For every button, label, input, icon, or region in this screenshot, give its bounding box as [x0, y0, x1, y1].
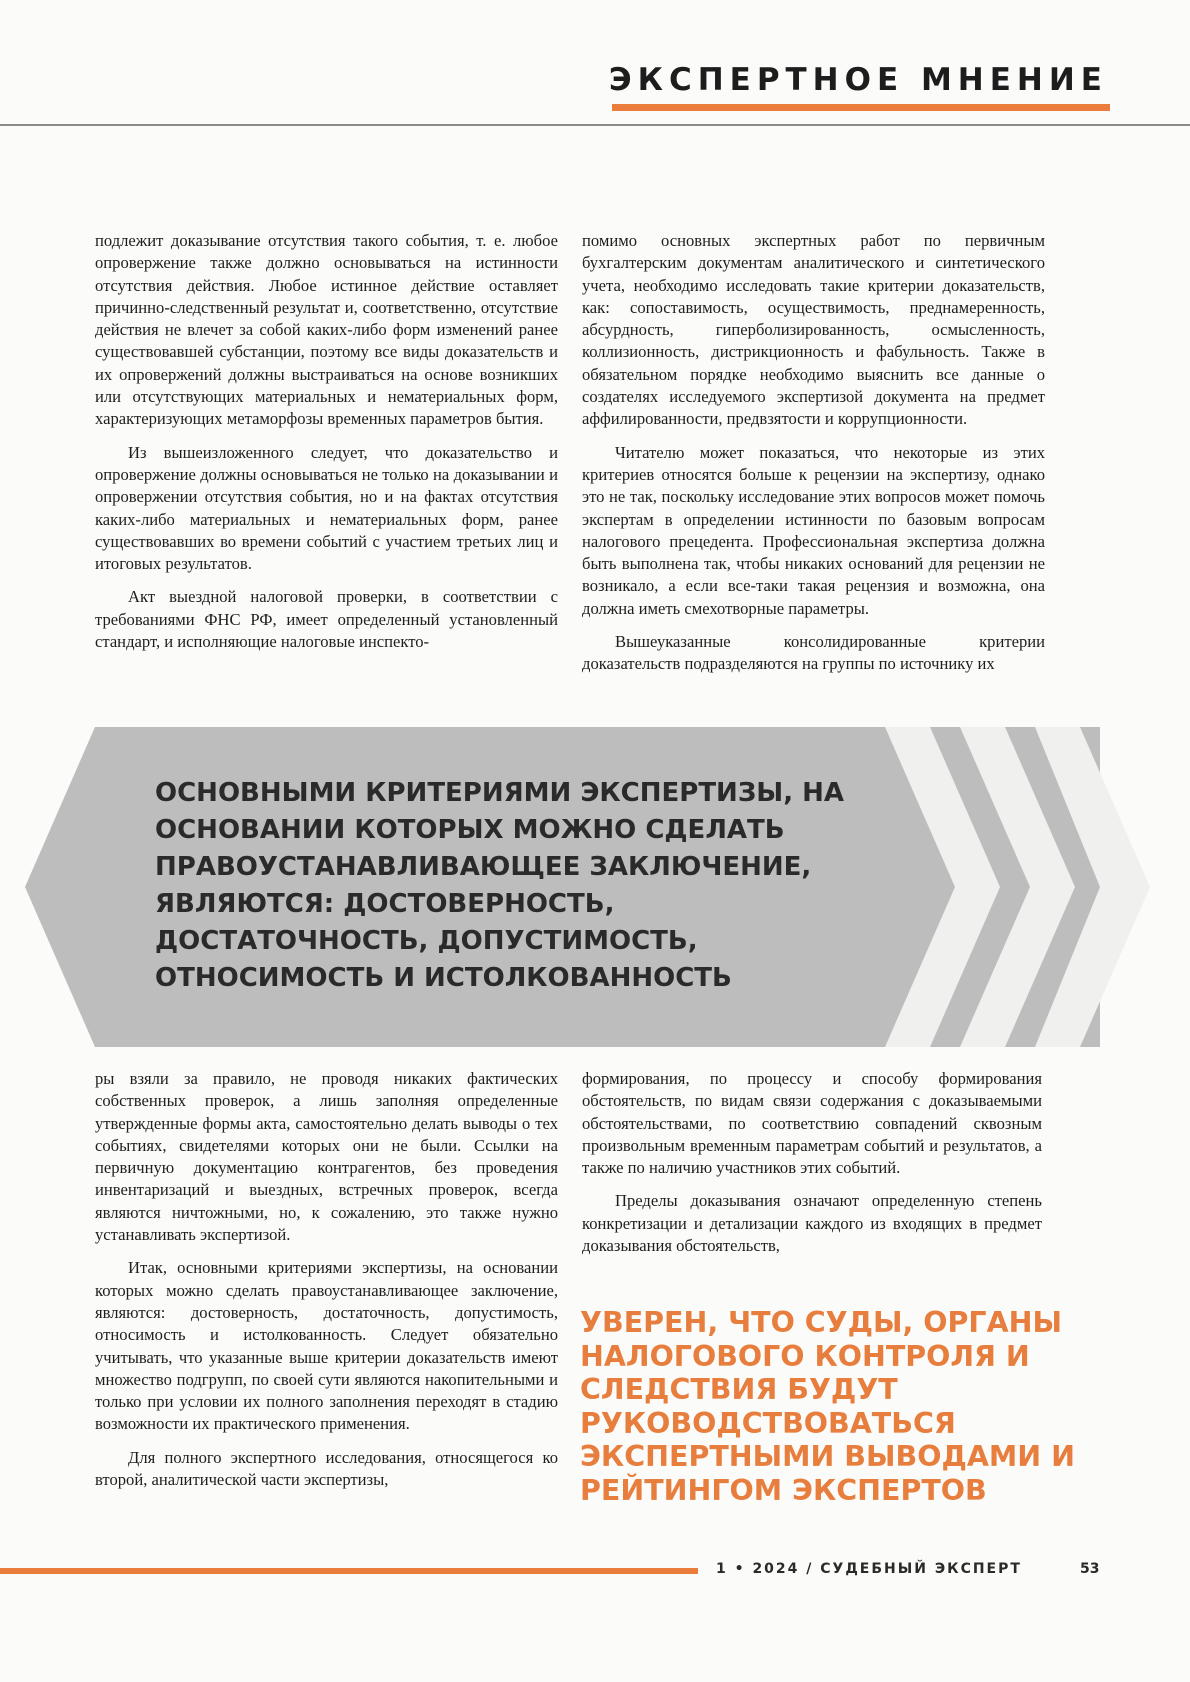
- paragraph: подлежит доказывание отсутствия такого события, т. е. любое опровержение также должно основываться на истинности отсутствия действия. Любое истинное действие оставляет причинно-следственный результат и, соответственно, отсутствие действия не влечет за собой каких-либо форм изменений ранее существовавшей субстанции, поэтому все виды доказательств и их опровержений должны выстраиваться на основе возникших или отсутствующих материальных и нематериальных форм, характеризующих метаморфозы временных параметров бытия.: [95, 231, 558, 429]
- footer-issue: 1 • 2024 / СУДЕБНЫЙ ЭКСПЕРТ: [716, 1561, 1022, 1577]
- banner-quote: ОСНОВНЫМИ КРИТЕРИЯМИ ЭКСПЕРТИЗЫ, НА ОСНОВАНИИ КОТОРЫХ МОЖНО СДЕЛАТЬ ПРАВОУСТАНАВЛИВАЮЩЕЕ ЗАКЛЮЧЕНИЕ, ЯВЛЯЮТСЯ: ДОСТОВЕРНОСТЬ, ДОСТАТОЧНОСТЬ, ДОПУСТИМОСТЬ, ОТНОСИМОСТЬ И ИСТОЛКОВАННОСТЬ: [155, 778, 845, 993]
- column-left-bottom: [95, 1068, 558, 1491]
- paragraph: Пределы доказывания означают определенную степень конкретизации и детализации каждого из входящих в предмет доказывания обстоятельств,: [582, 1191, 1042, 1256]
- paragraph: Итак, основными критериями экспертизы, на основании которых можно сделать правоустанавливающее заключение, являются: достоверность, достаточность, допустимость, относимость и истолкованность. Следует обязательно учитывать, что указанные выше критерии доказательств имеют множество подгрупп, по своей сути являются накопительными и только при условии их полного заполнения переходят в стадию возможности их практического применения.: [95, 1258, 558, 1434]
- pull-quote: УВЕРЕН, ЧТО СУДЫ, ОРГАНЫ НАЛОГОВОГО КОНТРОЛЯ И СЛЕДСТВИЯ БУДУТ РУКОВОДСТВОВАТЬСЯ ЭКСПЕРТНЫМИ ВЫВОДАМИ И РЕЙТИНГОМ ЭКСПЕРТОВ: [580, 1306, 1075, 1507]
- paragraph: Акт выездной налоговой проверки, в соответствии с требованиями ФНС РФ, имеет определенный установленный стандарт, и исполняющие налоговые инспекто-: [95, 587, 558, 652]
- section-title-underline: [612, 104, 1110, 111]
- paragraph: Читателю может показаться, что некоторые из этих критериев относятся больше к рецензии на экспертизу, однако это не так, поскольку исследование этих вопросов может помочь экспертам в определении истинности по базовым вопросам налогового прецедента. Профессиональная экспертиза должна быть выполнена так, чтобы никаких оснований для рецензии не возникало, а если все-таки такая рецензия и возможна, она должна иметь смехотворные параметры.: [582, 442, 1045, 618]
- paragraph: Вышеуказанные консолидированные критерии доказательств подразделяются на группы по источнику их: [582, 632, 1045, 674]
- paragraph: ры взяли за правило, не проводя никаких фактических собственных проверок, а лишь заполняя определенные утвержденные формы акта, самостоятельно делать выводы о тех событиях, свидетелями которых они не были. Ссылки на первичную документацию контрагентов, без проведения инвентаризаций и выездных, встречных проверок, всегда являются ничтожными, но, к сожалению, это также нужно устанавливать экспертизой.: [95, 1069, 558, 1245]
- column-left-top: [95, 230, 558, 653]
- footer-accent-bar: [0, 1568, 698, 1574]
- column-right-bottom: [582, 1068, 1042, 1257]
- header-rule: [0, 124, 1190, 126]
- paragraph: Из вышеизложенного следует, что доказательство и опровержение должны основываться не только на доказывании и опровержении отсутствия события, но и на фактах отсутствия каких-либо материальных и нематериальных форм, ранее существовавших во времени событий с участием третьих лиц и итоговых результатов.: [95, 442, 558, 574]
- paragraph: Для полного экспертного исследования, относящегося ко второй, аналитической части экспертизы,: [95, 1447, 558, 1490]
- paragraph: формирования, по процессу и способу формирования обстоятельств, по видам связи содержания с доказываемыми обстоятельствами, по соответствию совпадений сквозным произвольным временным параметрам событий и результатов, а также по наличию участников этих событий.: [582, 1069, 1042, 1178]
- section-title: ЭКСПЕРТНОЕ МНЕНИЕ: [608, 62, 1108, 98]
- column-right-top: [582, 230, 1045, 676]
- page-number: 53: [1080, 1561, 1100, 1577]
- paragraph: помимо основных экспертных работ по первичным бухгалтерским документам аналитического и синтетического учета, необходимо исследовать такие критерии доказательств, как: сопоставимость, осуществимость, преднамеренность, абсурдность, гиперболизированность, осмысленность, коллизионность, дистрикционность и фабульность. Также в обязательном порядке необходимо выяснить все данные о создателях исследуемого экспертизой документа на предмет аффилированности, предвзятости и коррупционности.: [582, 231, 1045, 429]
